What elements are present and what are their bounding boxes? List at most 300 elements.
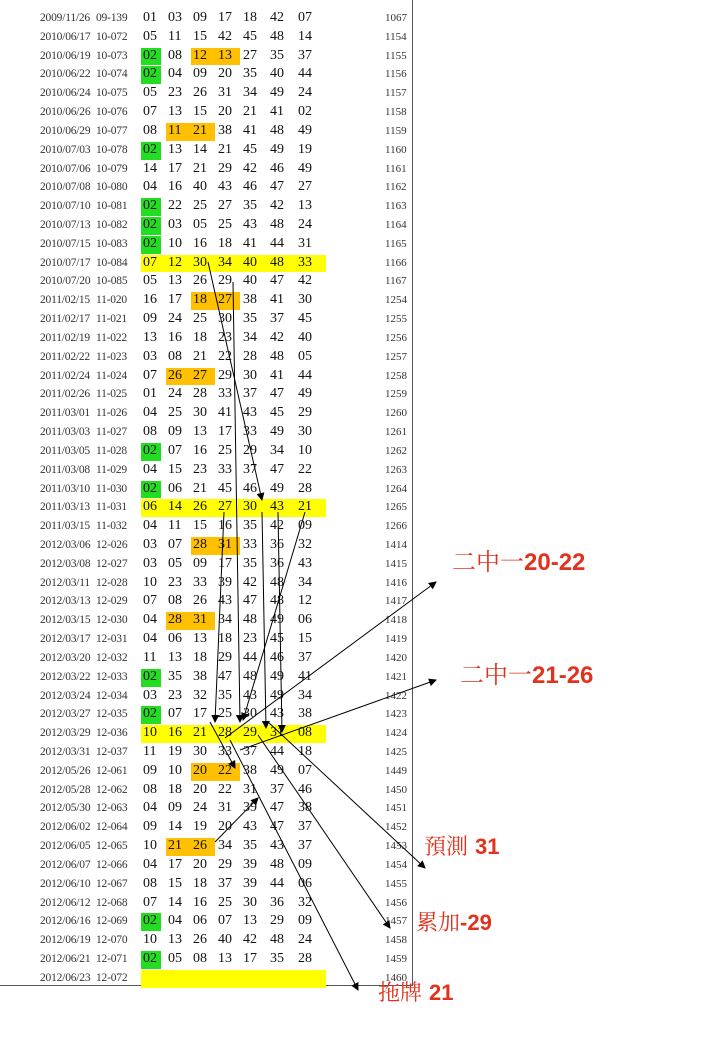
draw-number: 04	[168, 913, 182, 929]
draw-issue: 11-021	[96, 313, 127, 326]
draw-number: 43	[270, 706, 284, 722]
draw-date: 2012/06/10	[40, 877, 91, 890]
draw-number: 30	[193, 254, 207, 270]
draw-number: 26	[193, 932, 207, 948]
draw-number: 18	[193, 329, 207, 345]
draw-number: 02	[143, 951, 157, 966]
draw-date: 2012/06/23	[40, 971, 91, 984]
draw-number: 04	[143, 461, 157, 477]
draw-issue: 12-035	[96, 708, 128, 721]
draw-issue: 11-025	[96, 388, 127, 401]
draw-issue: 10-083	[96, 237, 128, 250]
draw-number: 02	[143, 66, 157, 82]
draw-number: 46	[270, 649, 284, 665]
draw-sequence: 1264	[385, 482, 407, 495]
draw-number: 19	[193, 819, 207, 835]
draw-number: 21	[193, 348, 207, 364]
annotation-arrow	[215, 512, 224, 722]
draw-number: 39	[243, 856, 257, 872]
draw-number: 40	[298, 329, 312, 345]
draw-issue: 12-037	[96, 745, 128, 758]
draw-sequence: 1416	[385, 576, 407, 589]
draw-number: 24	[298, 85, 312, 101]
draw-number: 42	[218, 28, 232, 44]
draw-issue: 12-064	[96, 821, 128, 834]
draw-number: 42	[270, 10, 284, 25]
draw-number: 37	[270, 311, 284, 327]
draw-number: 28	[298, 480, 312, 496]
draw-number: 46	[270, 160, 284, 176]
draw-number: 04	[143, 631, 157, 647]
draw-number: 01	[143, 10, 157, 25]
draw-number: 17	[243, 951, 257, 966]
draw-number: 08	[168, 593, 182, 609]
draw-issue: 12-029	[96, 595, 128, 608]
draw-number: 38	[298, 706, 312, 722]
draw-number: 44	[298, 66, 312, 82]
draw-number: 31	[218, 800, 232, 816]
note-predict-31-num: 31	[475, 834, 500, 859]
draw-number: 09	[298, 856, 312, 872]
draw-number: 17	[218, 424, 232, 440]
draw-number: 30	[243, 706, 257, 722]
draw-number: 18	[168, 781, 182, 797]
draw-number: 37	[243, 743, 257, 759]
draw-number: 05	[168, 951, 182, 966]
draw-number: 09	[298, 913, 312, 929]
draw-sequence: 1455	[385, 877, 407, 890]
draw-number: 21	[243, 104, 257, 120]
draw-number: 44	[270, 743, 284, 759]
draw-number: 23	[168, 687, 182, 703]
draw-number: 43	[218, 593, 232, 609]
draw-number: 04	[143, 518, 157, 534]
draw-number: 07	[218, 913, 232, 929]
draw-number: 18	[298, 743, 312, 759]
draw-number: 44	[243, 649, 257, 665]
draw-number: 09	[193, 10, 207, 25]
draw-number: 07	[168, 442, 182, 458]
draw-number: 02	[143, 141, 157, 157]
draw-number: 33	[218, 461, 232, 477]
draw-number: 36	[270, 555, 284, 571]
draw-number: 33	[218, 386, 232, 402]
draw-number: 19	[168, 743, 182, 759]
draw-number: 37	[298, 649, 312, 665]
draw-number: 12	[168, 254, 182, 270]
draw-number: 18	[218, 631, 232, 647]
draw-number: 07	[168, 706, 182, 722]
draw-date: 2010/07/13	[40, 219, 91, 232]
draw-issue: 11-023	[96, 350, 127, 363]
draw-sequence: 1453	[385, 840, 407, 853]
draw-number: 20	[218, 66, 232, 82]
draw-number: 02	[143, 668, 157, 684]
draw-number: 41	[270, 292, 284, 308]
draw-number: 32	[298, 536, 312, 552]
draw-number: 26	[193, 593, 207, 609]
note-drag-21-num: 21	[429, 980, 454, 1005]
draw-number: 02	[143, 913, 157, 929]
draw-number: 09	[143, 819, 157, 835]
draw-number: 39	[218, 574, 232, 590]
draw-number: 22	[218, 348, 232, 364]
draw-number: 49	[270, 141, 284, 157]
draw-number: 15	[193, 104, 207, 120]
draw-number: 11	[168, 28, 182, 44]
draw-number: 21	[218, 141, 232, 157]
draw-issue: 10-075	[96, 87, 128, 100]
draw-number: 21	[193, 725, 207, 741]
draw-issue: 10-076	[96, 106, 128, 119]
draw-number: 49	[298, 386, 312, 402]
draw-number: 33	[243, 424, 257, 440]
draw-date: 2012/06/02	[40, 821, 91, 834]
draw-sequence: 1263	[385, 463, 407, 476]
draw-number: 10	[168, 762, 182, 778]
draw-number: 10	[143, 932, 157, 948]
draw-number: 30	[298, 292, 312, 308]
draw-number: 13	[193, 424, 207, 440]
draw-number: 48	[243, 612, 257, 628]
draw-number: 10	[143, 838, 157, 854]
draw-date: 2012/03/17	[40, 633, 91, 646]
draw-number: 08	[193, 951, 207, 966]
draw-number: 21	[193, 480, 207, 496]
draw-number: 44	[270, 875, 284, 891]
note-pair-21-26-cjk: 二中一	[460, 661, 532, 689]
annotation-arrow	[215, 798, 258, 842]
draw-number: 04	[143, 856, 157, 872]
draw-number: 40	[193, 179, 207, 195]
draw-number: 29	[218, 856, 232, 872]
draw-issue: 10-074	[96, 68, 128, 81]
draw-number: 18	[193, 292, 207, 308]
draw-number: 13	[168, 141, 182, 157]
draw-number: 11	[143, 743, 157, 759]
draw-number: 34	[298, 687, 312, 703]
draw-sequence: 1419	[385, 633, 407, 646]
draw-number: 02	[143, 442, 157, 458]
draw-number: 16	[193, 442, 207, 458]
draw-date: 2012/06/19	[40, 934, 91, 947]
draw-number: 13	[193, 631, 207, 647]
draw-number: 08	[168, 47, 182, 63]
draw-sequence: 1154	[385, 30, 407, 43]
draw-number: 07	[143, 367, 157, 383]
draw-issue: 12-026	[96, 538, 128, 551]
draw-date: 2010/07/06	[40, 162, 91, 175]
draw-number: 33	[298, 254, 312, 270]
draw-number: 42	[243, 932, 257, 948]
draw-issue: 10-077	[96, 124, 128, 137]
draw-number: 15	[193, 28, 207, 44]
draw-number: 17	[193, 706, 207, 722]
draw-number: 28	[168, 612, 182, 628]
draw-issue: 11-030	[96, 482, 127, 495]
draw-number: 47	[270, 386, 284, 402]
draw-date: 2012/03/29	[40, 727, 91, 740]
draw-sequence: 1457	[385, 915, 407, 928]
draw-number: 28	[193, 536, 207, 552]
draw-number: 27	[243, 47, 257, 63]
draw-number: 49	[270, 424, 284, 440]
draw-date: 2012/03/13	[40, 595, 91, 608]
draw-number: 14	[168, 819, 182, 835]
draw-number: 43	[243, 687, 257, 703]
draw-issue: 11-024	[96, 369, 127, 382]
draw-issue: 12-070	[96, 934, 128, 947]
draw-number: 29	[218, 367, 232, 383]
draw-sequence: 1460	[385, 971, 407, 984]
draw-issue: 10-078	[96, 143, 128, 156]
draw-number: 14	[168, 894, 182, 910]
draw-number: 08	[298, 725, 312, 741]
draw-number: 40	[243, 254, 257, 270]
draw-issue: 12-066	[96, 858, 128, 871]
draw-number: 29	[218, 273, 232, 289]
draw-date: 2010/06/24	[40, 87, 91, 100]
annotation-arrow	[225, 582, 436, 738]
draw-number: 48	[243, 668, 257, 684]
draw-date: 2011/02/26	[40, 388, 90, 401]
draw-number: 24	[168, 311, 182, 327]
draw-sequence: 1265	[385, 501, 407, 514]
draw-issue: 11-028	[96, 444, 127, 457]
draw-sequence: 1165	[385, 237, 407, 250]
draw-number: 26	[193, 273, 207, 289]
draw-number: 42	[298, 273, 312, 289]
draw-number: 06	[168, 631, 182, 647]
draw-sequence: 1454	[385, 858, 407, 871]
draw-number: 18	[218, 235, 232, 251]
draw-number: 37	[298, 819, 312, 835]
draw-sequence: 1258	[385, 369, 407, 382]
draw-number: 49	[270, 85, 284, 101]
draw-number: 24	[193, 800, 207, 816]
draw-number: 13	[168, 273, 182, 289]
draw-sequence: 1257	[385, 350, 407, 363]
draw-number: 40	[243, 273, 257, 289]
draw-sequence: 1067	[385, 12, 407, 24]
draw-number: 13	[243, 913, 257, 929]
annotation-arrow	[230, 740, 358, 990]
draw-number: 04	[143, 800, 157, 816]
draw-number: 13	[143, 329, 157, 345]
draw-number: 24	[298, 217, 312, 233]
draw-number: 42	[270, 329, 284, 345]
draw-number: 37	[243, 386, 257, 402]
draw-number: 04	[143, 179, 157, 195]
note-accumulate-29	[416, 906, 492, 937]
draw-number: 14	[193, 141, 207, 157]
draw-number: 35	[243, 66, 257, 82]
draw-number: 47	[218, 668, 232, 684]
draw-number: 20	[193, 856, 207, 872]
draw-number: 35	[270, 47, 284, 63]
draw-number: 32	[193, 687, 207, 703]
draw-sequence: 1421	[385, 670, 407, 683]
draw-number: 28	[298, 951, 312, 966]
draw-number: 45	[270, 405, 284, 421]
draw-date: 2012/06/07	[40, 858, 91, 871]
draw-number: 43	[243, 217, 257, 233]
draw-issue: 10-084	[96, 256, 128, 269]
draw-number: 41	[243, 122, 257, 138]
draw-sequence: 1156	[385, 68, 407, 81]
draw-number: 28	[193, 386, 207, 402]
draw-number: 35	[243, 555, 257, 571]
draw-number: 02	[298, 104, 312, 120]
annotation-arrow	[262, 512, 266, 728]
draw-number: 46	[243, 179, 257, 195]
draw-number: 35	[270, 951, 284, 966]
draw-number: 07	[143, 254, 157, 270]
note-accumulate-29-cjk: 累加	[416, 911, 461, 936]
draw-number: 23	[218, 329, 232, 345]
draw-issue: 11-022	[96, 331, 127, 344]
draw-issue: 12-030	[96, 614, 128, 627]
draw-number: 03	[168, 217, 182, 233]
draw-number: 17	[168, 292, 182, 308]
draw-number: 44	[270, 235, 284, 251]
draw-number: 44	[298, 367, 312, 383]
draw-sequence: 1161	[385, 162, 407, 175]
note-predict-31	[424, 830, 499, 861]
draw-number: 29	[298, 405, 312, 421]
draw-date: 2010/07/10	[40, 200, 91, 213]
draw-number: 31	[270, 725, 284, 741]
draw-number: 42	[270, 198, 284, 214]
draw-date: 2011/03/10	[40, 482, 90, 495]
draw-number: 37	[243, 461, 257, 477]
draw-number: 15	[168, 461, 182, 477]
draw-number: 18	[243, 10, 257, 25]
draw-date: 2010/07/15	[40, 237, 91, 250]
draw-sequence: 1451	[385, 802, 407, 815]
draw-sequence: 1262	[385, 444, 407, 457]
draw-issue: 12-062	[96, 783, 128, 796]
draw-number: 49	[270, 668, 284, 684]
draw-number: 05	[298, 348, 312, 364]
draw-number: 25	[218, 442, 232, 458]
note-pair-20-22-num: 20-22	[524, 549, 586, 576]
draw-date: 2011/03/05	[40, 444, 90, 457]
draw-issue: 12-027	[96, 557, 128, 570]
draw-number: 40	[218, 932, 232, 948]
draw-number: 26	[168, 367, 182, 383]
draw-number: 13	[168, 104, 182, 120]
draw-number: 43	[243, 405, 257, 421]
draw-number: 33	[218, 743, 232, 759]
draw-number: 36	[270, 894, 284, 910]
draw-date: 2011/02/17	[40, 313, 90, 326]
draw-number: 17	[168, 856, 182, 872]
draw-number: 41	[270, 367, 284, 383]
draw-date: 2012/03/31	[40, 745, 91, 758]
draw-issue: 11-027	[96, 426, 127, 439]
draw-number: 22	[298, 461, 312, 477]
draw-number: 12	[193, 47, 207, 63]
draw-number: 48	[270, 932, 284, 948]
draw-number: 23	[243, 631, 257, 647]
draw-sequence: 1420	[385, 651, 407, 664]
annotation-arrow	[243, 512, 305, 720]
draw-number: 30	[193, 405, 207, 421]
draw-number: 18	[193, 875, 207, 891]
draw-number: 19	[298, 141, 312, 157]
draw-sequence: 1163	[385, 200, 407, 213]
draw-number: 47	[270, 461, 284, 477]
draw-number: 07	[143, 894, 157, 910]
draw-issue: 10-072	[96, 30, 128, 43]
draw-sequence: 1450	[385, 783, 407, 796]
draw-issue: 10-079	[96, 162, 128, 175]
draw-number: 49	[270, 480, 284, 496]
draw-issue: 12-068	[96, 896, 128, 909]
draw-sequence: 1162	[385, 181, 407, 194]
draw-number: 35	[243, 838, 257, 854]
draw-number: 45	[243, 28, 257, 44]
draw-sequence: 1449	[385, 764, 407, 777]
draw-number: 08	[143, 424, 157, 440]
draw-number: 48	[270, 593, 284, 609]
draw-date: 2012/06/16	[40, 915, 91, 928]
draw-number: 33	[243, 536, 257, 552]
draw-number: 41	[218, 405, 232, 421]
draw-number: 16	[168, 725, 182, 741]
draw-number: 43	[270, 838, 284, 854]
draw-number: 09	[298, 518, 312, 534]
draw-number: 47	[270, 179, 284, 195]
draw-issue: 12-034	[96, 689, 128, 702]
draw-sequence: 1166	[385, 256, 407, 269]
draw-issue: 12-032	[96, 651, 128, 664]
draw-number: 45	[218, 480, 232, 496]
draw-number: 24	[298, 932, 312, 948]
draw-issue: 10-085	[96, 275, 128, 288]
draw-number: 02	[143, 47, 157, 63]
draw-number: 43	[243, 819, 257, 835]
note-accumulate-29-num: -29	[460, 910, 492, 935]
draw-number: 02	[143, 235, 157, 251]
draw-number: 08	[143, 122, 157, 138]
draw-number: 48	[270, 574, 284, 590]
draw-number: 25	[218, 894, 232, 910]
draw-date: 2012/03/20	[40, 651, 91, 664]
draw-number: 34	[298, 574, 312, 590]
draw-number: 26	[193, 499, 207, 515]
draw-date: 2012/06/05	[40, 840, 91, 853]
draw-number: 45	[243, 141, 257, 157]
draw-number: 03	[143, 536, 157, 552]
draw-number: 07	[143, 593, 157, 609]
draw-sequence: 1255	[385, 313, 407, 326]
draw-number: 18	[193, 649, 207, 665]
draw-number: 34	[218, 254, 232, 270]
draw-number: 29	[243, 725, 257, 741]
draw-number: 48	[270, 217, 284, 233]
draw-date: 2011/03/13	[40, 501, 90, 514]
draw-issue: 12-065	[96, 840, 128, 853]
draw-number: 26	[193, 85, 207, 101]
draw-issue: 12-069	[96, 915, 128, 928]
draw-number: 37	[270, 781, 284, 797]
draw-number: 43	[270, 499, 284, 515]
draw-number: 29	[218, 160, 232, 176]
draw-number: 14	[143, 160, 157, 176]
draw-issue: 11-031	[96, 501, 127, 514]
